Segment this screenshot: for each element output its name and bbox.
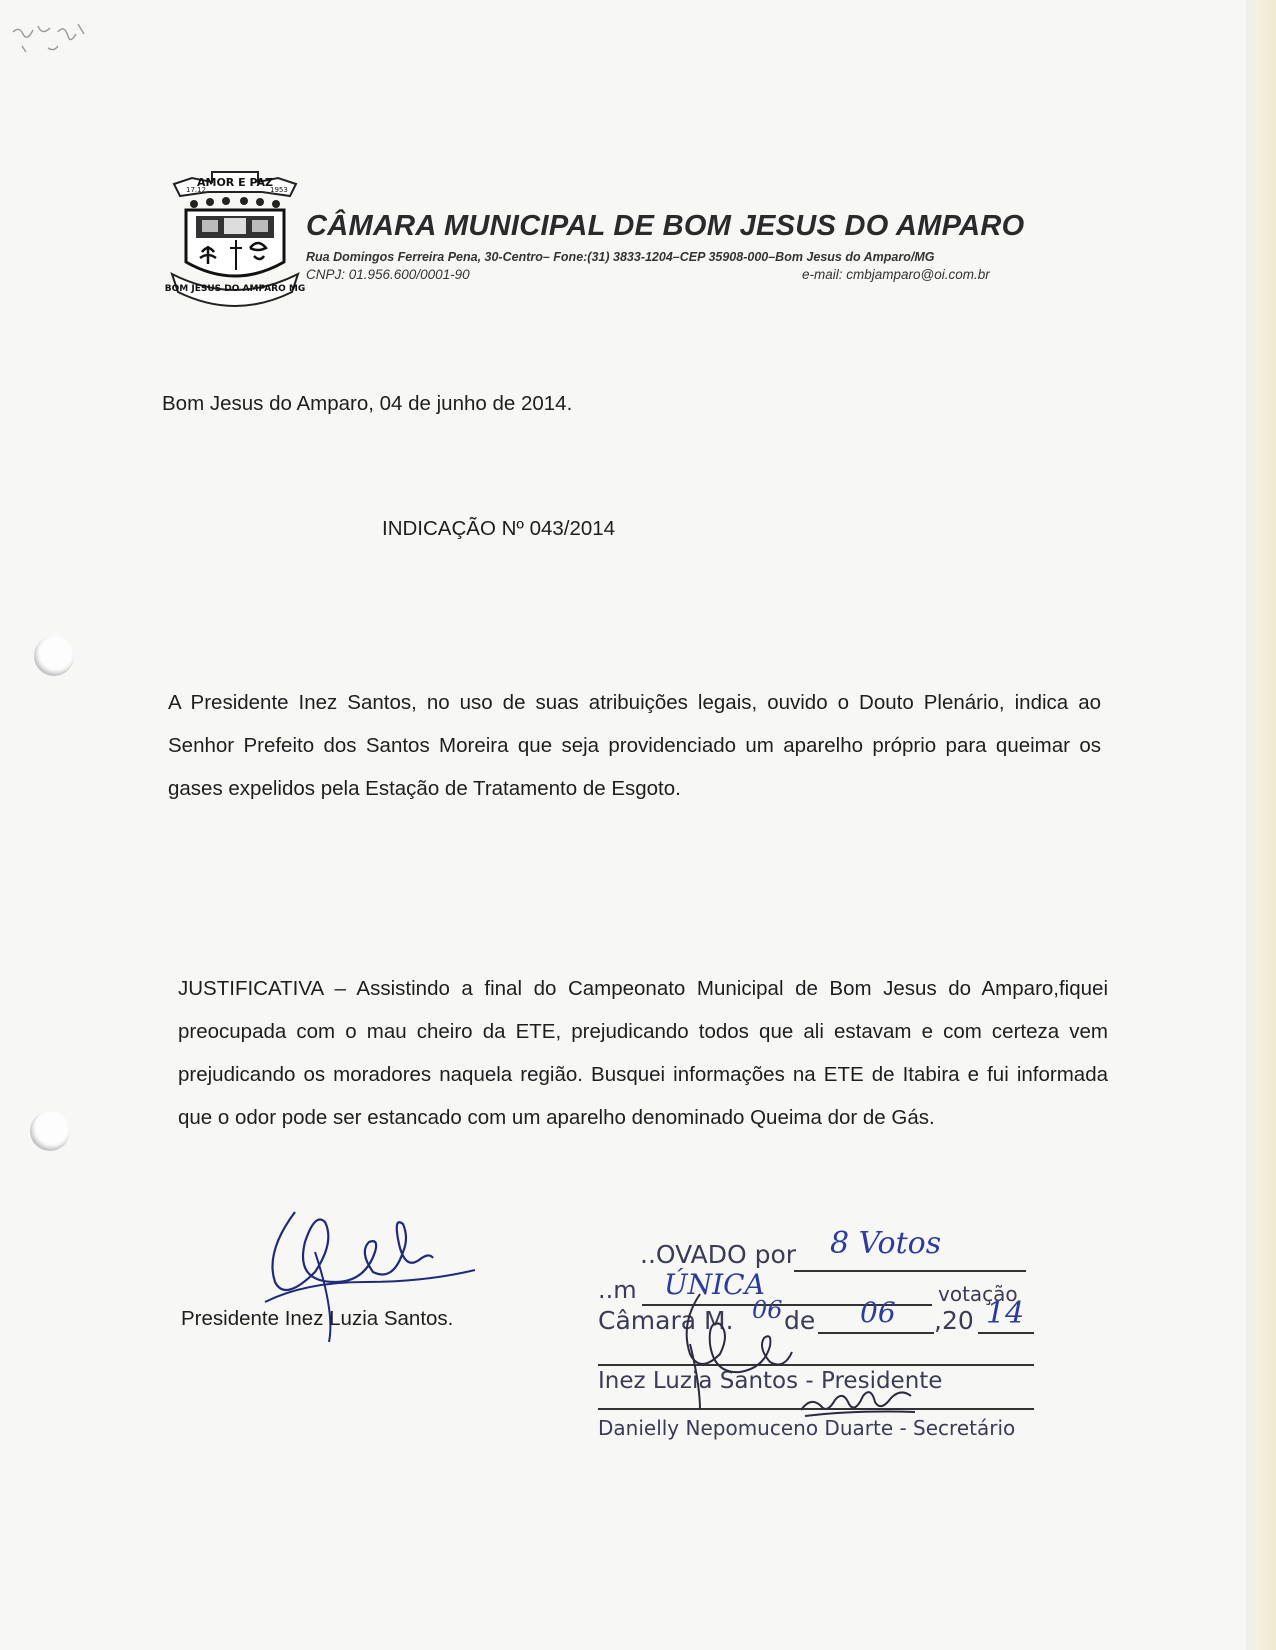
votes-handwritten: 8 Votos [830,1226,942,1261]
punch-hole-bottom [30,1111,70,1151]
org-cnpj: CNPJ: 01.956.600/0001-90 [306,267,470,282]
camara-label: Câmara M. [598,1306,734,1335]
date-line: Bom Jesus do Amparo, 04 de junho de 2014. [162,392,573,415]
crest-year-left: 17.12 [186,186,207,194]
scan-mark [8,12,98,62]
month-handwritten: 06 [860,1296,896,1329]
em-label: ..m [598,1276,637,1304]
municipal-crest-logo [164,170,306,308]
vote-type-handwritten: ÚNICA [664,1268,765,1301]
approved-label: ..OVADO por [640,1240,797,1269]
crest-bottom-text: BOM JESUS DO AMPARO MG [164,284,306,294]
de-label: de [784,1306,816,1335]
year-prefix: ,20 [934,1306,974,1335]
document-title: INDICAÇÃO Nº 043/2014 [382,517,616,540]
org-name: CÂMARA MUNICIPAL DE BOM JESUS DO AMPARO [306,210,1025,242]
year-handwritten: 14 [986,1296,1025,1331]
page-edge [1246,0,1276,1650]
stamp-secretary-line: Danielly Nepomuceno Duarte - Secretário [598,1416,1016,1440]
crest-year-right: 1953 [270,186,288,194]
justification-paragraph: JUSTIFICATIVA – Assistindo a final do Campeonato Municipal de Bom Jesus do Amparo,fiquei preocupada com o mau cheiro da ETE, prejudicando todos que ali estavam e com certeza vem prejudicando os moradores naquela região. Busquei informações na ETE de Itabira e fui informada que o odor pode ser estancado com um aparelho denominado Queima dor de Gás. [178,977,1108,1129]
stamp-president-line: Inez Luzia Santos - Presidente [598,1368,943,1394]
day-handwritten: 06 [752,1296,783,1324]
crest-ribbon-text: AMOR E PAZ [197,176,273,189]
stamp-president-signature [660,1284,810,1414]
org-address: Rua Domingos Ferreira Pena, 30-Centro– Fone:(31) 3833-1204–CEP 35908-000–Bom Jesus do Amparo/MG [306,250,935,264]
president-signature-label: Presidente Inez Luzia Santos. [181,1307,454,1330]
punch-hole-top [34,636,74,676]
stamp-secretary-signature [795,1386,925,1422]
org-email: e-mail: cmbjamparo@oi.com.br [802,267,990,282]
body-paragraph: A Presidente Inez Santos, no uso de suas atribuições legais, ouvido o Douto Plenário, indica ao Senhor Prefeito dos Santos Moreira que seja providenciado um aparelho próprio para queimar os gases expelidos pela Estação de Tratamento de Esgoto. [168,691,1101,800]
votacao-label: votação [938,1282,1018,1306]
